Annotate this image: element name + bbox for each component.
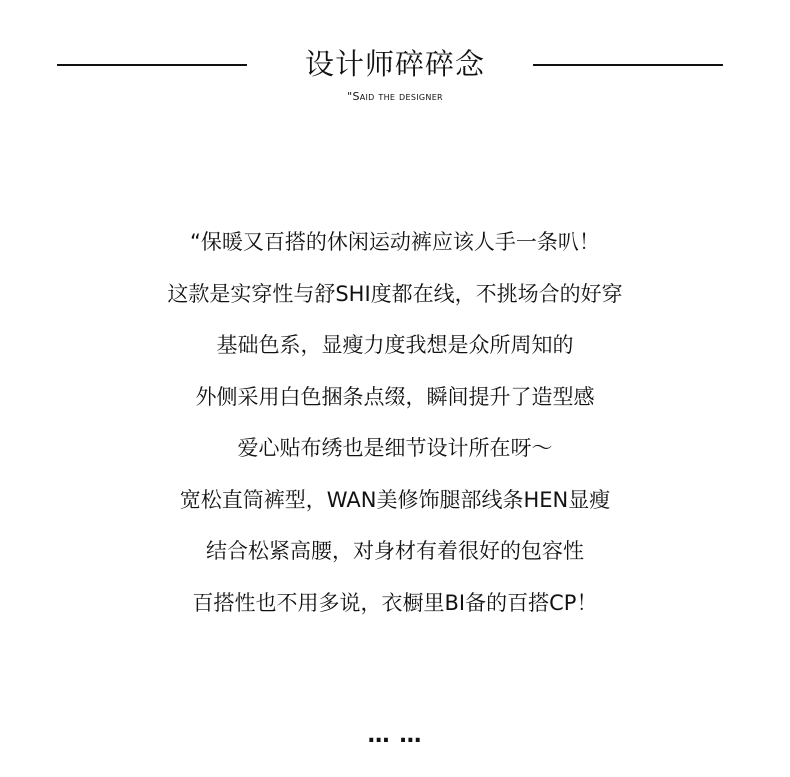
description-line: 百搭性也不用多说，衣橱里BI备的百搭CP！	[192, 590, 598, 615]
right-divider	[533, 64, 723, 66]
description-lines	[0, 220, 790, 632]
description-line: 这款是实穿性与舒SHI度都在线，不挑场合的好穿	[167, 281, 623, 306]
section-header	[0, 44, 790, 104]
description-line: 爱心贴布绣也是细节设计所在呀～	[237, 436, 553, 460]
description-line: 结合松紧高腰，对身材有着很好的包容性	[206, 539, 584, 563]
description-line: “保暖又百搭的休闲运动裤应该人手一条叭！	[190, 230, 600, 254]
description-line: 基础色系，显瘦力度我想是众所周知的	[216, 333, 574, 357]
description-line: 外侧采用白色捆条点缀，瞬间提升了造型感	[195, 384, 595, 409]
description-line: 宽松直筒裤型，WAN美修饰腿部线条HEN显瘦	[179, 487, 611, 512]
page-subtitle: "Said the designer	[347, 90, 443, 103]
ellipsis-text: … …	[367, 723, 423, 748]
page-title: 设计师碎碎念	[304, 47, 485, 81]
